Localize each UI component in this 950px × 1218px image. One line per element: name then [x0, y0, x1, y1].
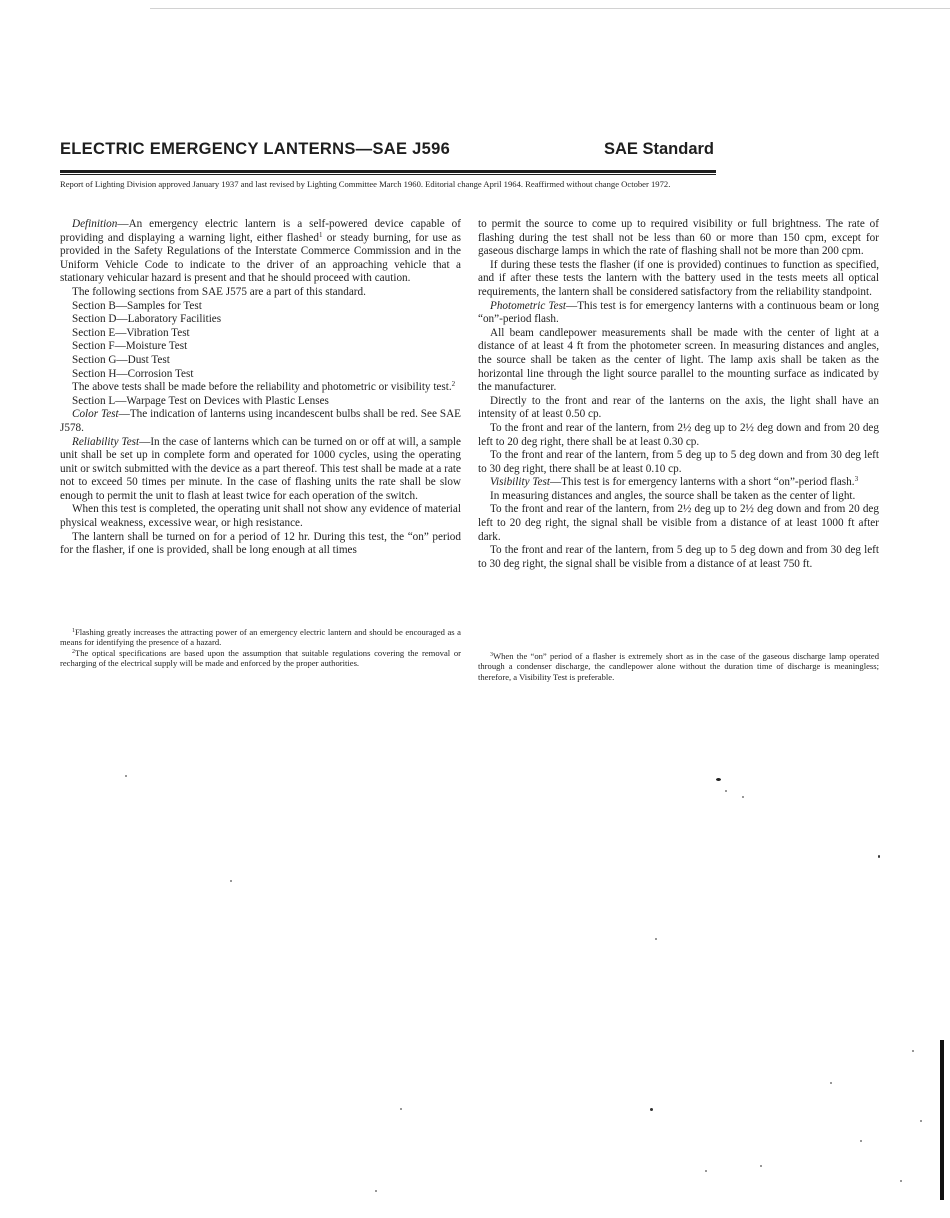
photometric-test-heading: Photometric Test	[490, 299, 567, 312]
front-rear-paragraph-d: To the front and rear of the lantern, from 5 deg up to 5 deg down and from 30 deg left to 30 deg right, the signal shall be visible from a distance of at least 750 ft.	[478, 544, 879, 570]
scan-speck	[742, 796, 744, 798]
footnote-ref-3: 3	[854, 475, 859, 484]
footnote-1: $^1$Flashing greatly increases the attracting power of an emergency electric lantern and should be encouraged as a means for identifying the presence of a hazard.	[60, 627, 461, 648]
scan-speck	[125, 775, 127, 777]
scan-edge-line	[150, 8, 950, 9]
reliability-test-heading: Reliability Test	[72, 435, 140, 448]
photometric-test-paragraph: Photometric Test—This test is for emergency lanterns with a continuous beam or long “on”-period flash.	[478, 299, 879, 326]
footnote-3: $^3$When the “on” period of a flasher is extremely short as in the case of the gaseous discharge lamp operated through a condenser discharge, the candlepower alone without the duration time of discharge is meaningless; therefore, a Visibility Test is preferable.	[478, 651, 879, 682]
sections-intro: The following sections from SAE J575 are a part of this standard.	[72, 285, 366, 298]
scan-speck	[900, 1180, 902, 1182]
color-test-heading: Color Test	[72, 408, 119, 421]
candlepower-paragraph: All beam candlepower measurements shall be made with the center of light at a distance of at least 4 ft from the photometer screen. In measuring distances and angles, the source shall be taken as the center of light. The lamp axis shall be taken as the horizontal line through the light source parallel to the mounting surface as indicated by the manufacturer.	[478, 326, 879, 394]
tests-order-paragraph: The above tests shall be made before the reliability and photometric or visibility test.$^2$	[72, 380, 456, 394]
scan-edge-bar	[940, 1040, 944, 1200]
report-note: Report of Lighting Division approved January 1937 and last revised by Lighting Committee March 1960. Editorial change April 1964. Reaffirmed without change October 1972.	[60, 179, 671, 189]
color-test-paragraph: Color Test—The indication of lanterns using incandescent bulbs shall be red. See SAE J578.	[60, 408, 461, 434]
visibility-test-heading: Visibility Test	[490, 476, 550, 489]
standard-label: SAE Standard	[603, 140, 714, 158]
scan-speck	[650, 1108, 653, 1111]
reliability-test-paragraph: Reliability Test—In the case of lanterns which can be turned on or off at will, a sample unit shall be set up in complete form and operated for 1000 cycles, using the operating unit or switch submitted with the device as a part thereof. This test shall be made at a rate not to exceed 50 times per minute. In the case of flashing units the rate shall be slow enough to permit the unit to flash at least twice for each operation of the switch.	[60, 435, 461, 502]
scan-speck	[230, 880, 232, 882]
front-rear-paragraph-c: To the front and rear of the lantern, from 2½ deg up to 2½ deg down and from 20 deg left to 20 deg right, the signal shall be visible from a distance of at least 1000 ft after dark.	[478, 503, 879, 543]
scan-speck	[920, 1120, 922, 1122]
footnote-2: $^2$The optical specifications are based upon the assumption that suitable regulations covering the removal or recharging of the electrical supply will be made and enforced by the proper authorities.	[60, 647, 461, 668]
scan-speck	[830, 1082, 832, 1084]
visibility-test-paragraph: Visibility Test—This test is for emergency lanterns with a short “on”-period flash.$^3$	[490, 475, 859, 489]
footnote-ref-1: 1	[319, 230, 323, 239]
scan-speck	[725, 790, 727, 792]
scan-speck	[375, 1190, 377, 1192]
scan-speck	[860, 1140, 862, 1142]
scan-speck	[912, 1050, 914, 1052]
scan-speck	[705, 1170, 707, 1172]
flasher-paragraph: If during these tests the flasher (if one is provided) continues to function as specified, and if after these tests the lantern with the battery used in the tests meets all optical requirements, the lantern shall be considered satisfactory from the reliability standpoint.	[478, 258, 879, 298]
section-item-l: Section L—Warpage Test on Devices with Plastic Lenses	[72, 394, 329, 407]
footnote-ref-2: 2	[451, 380, 456, 389]
scan-speck	[716, 778, 721, 781]
left-footnotes	[60, 627, 461, 668]
section-item: Section G—Dust Test	[72, 353, 170, 366]
section-item: Section F—Moisture Test	[72, 340, 188, 353]
lantern-on-paragraph: The lantern shall be turned on for a period of 12 hr. During this test, the “on” period for the flasher, if one is provided, shall be long enough at all times	[60, 530, 461, 557]
definition-heading: Definition	[72, 218, 118, 230]
right-column	[478, 218, 879, 571]
scan-speck	[878, 855, 880, 858]
header-rule-thick	[60, 170, 716, 173]
completed-paragraph: When this test is completed, the operating unit shall not show any evidence of material physical weakness, excessive wear, or high resistance.	[60, 503, 461, 530]
document-title: ELECTRIC EMERGENCY LANTERNS—SAE J596	[60, 140, 451, 158]
scan-speck	[760, 1165, 762, 1167]
left-column	[60, 218, 461, 558]
section-item: Section D—Laboratory Facilities	[72, 313, 222, 326]
scan-speck	[400, 1108, 402, 1110]
front-rear-paragraph-b: To the front and rear of the lantern, from 5 deg up to 5 deg down and from 30 deg left to 30 deg right, there shall be at least 0.10 cp.	[478, 449, 879, 475]
axis-paragraph: Directly to the front and rear of the lanterns on the axis, the light shall have an intensity of at least 0.50 cp.	[478, 394, 879, 421]
definition-paragraph: Definition—An emergency electric lantern is a self-powered device capable of providing and displaying a warning light, either flashed$^1$ or steady burning, for use as provided in the Safety Regulations of the Interstate Commerce Commission and in the Uniform Vehicle Code to indicate to the driver of an approaching vehicle that a stationary vehicular hazard is present and that he should proceed with caution.	[60, 218, 461, 285]
right-footnotes	[478, 651, 879, 682]
front-rear-paragraph-a: To the front and rear of the lantern, from 2½ deg up to 2½ deg down and from 20 deg left to 20 deg right, there shall be at least 0.30 cp.	[478, 421, 879, 448]
scan-speck	[655, 938, 657, 940]
section-item: Section E—Vibration Test	[72, 326, 190, 339]
continuation-paragraph: to permit the source to come up to required visibility or full brightness. The rate of flashing during the test shall not be less than 60 or more than 150 cpm, except for gaseous discharge lamps in which the rate of flashing shall not be more than 200 cpm.	[478, 218, 879, 258]
page-header	[60, 140, 716, 162]
header-rule-thin	[60, 174, 716, 175]
section-item: Section B—Samples for Test	[72, 299, 202, 312]
section-item: Section H—Corrosion Test	[72, 367, 194, 380]
measuring-paragraph: In measuring distances and angles, the source shall be taken as the center of light.	[490, 489, 856, 502]
